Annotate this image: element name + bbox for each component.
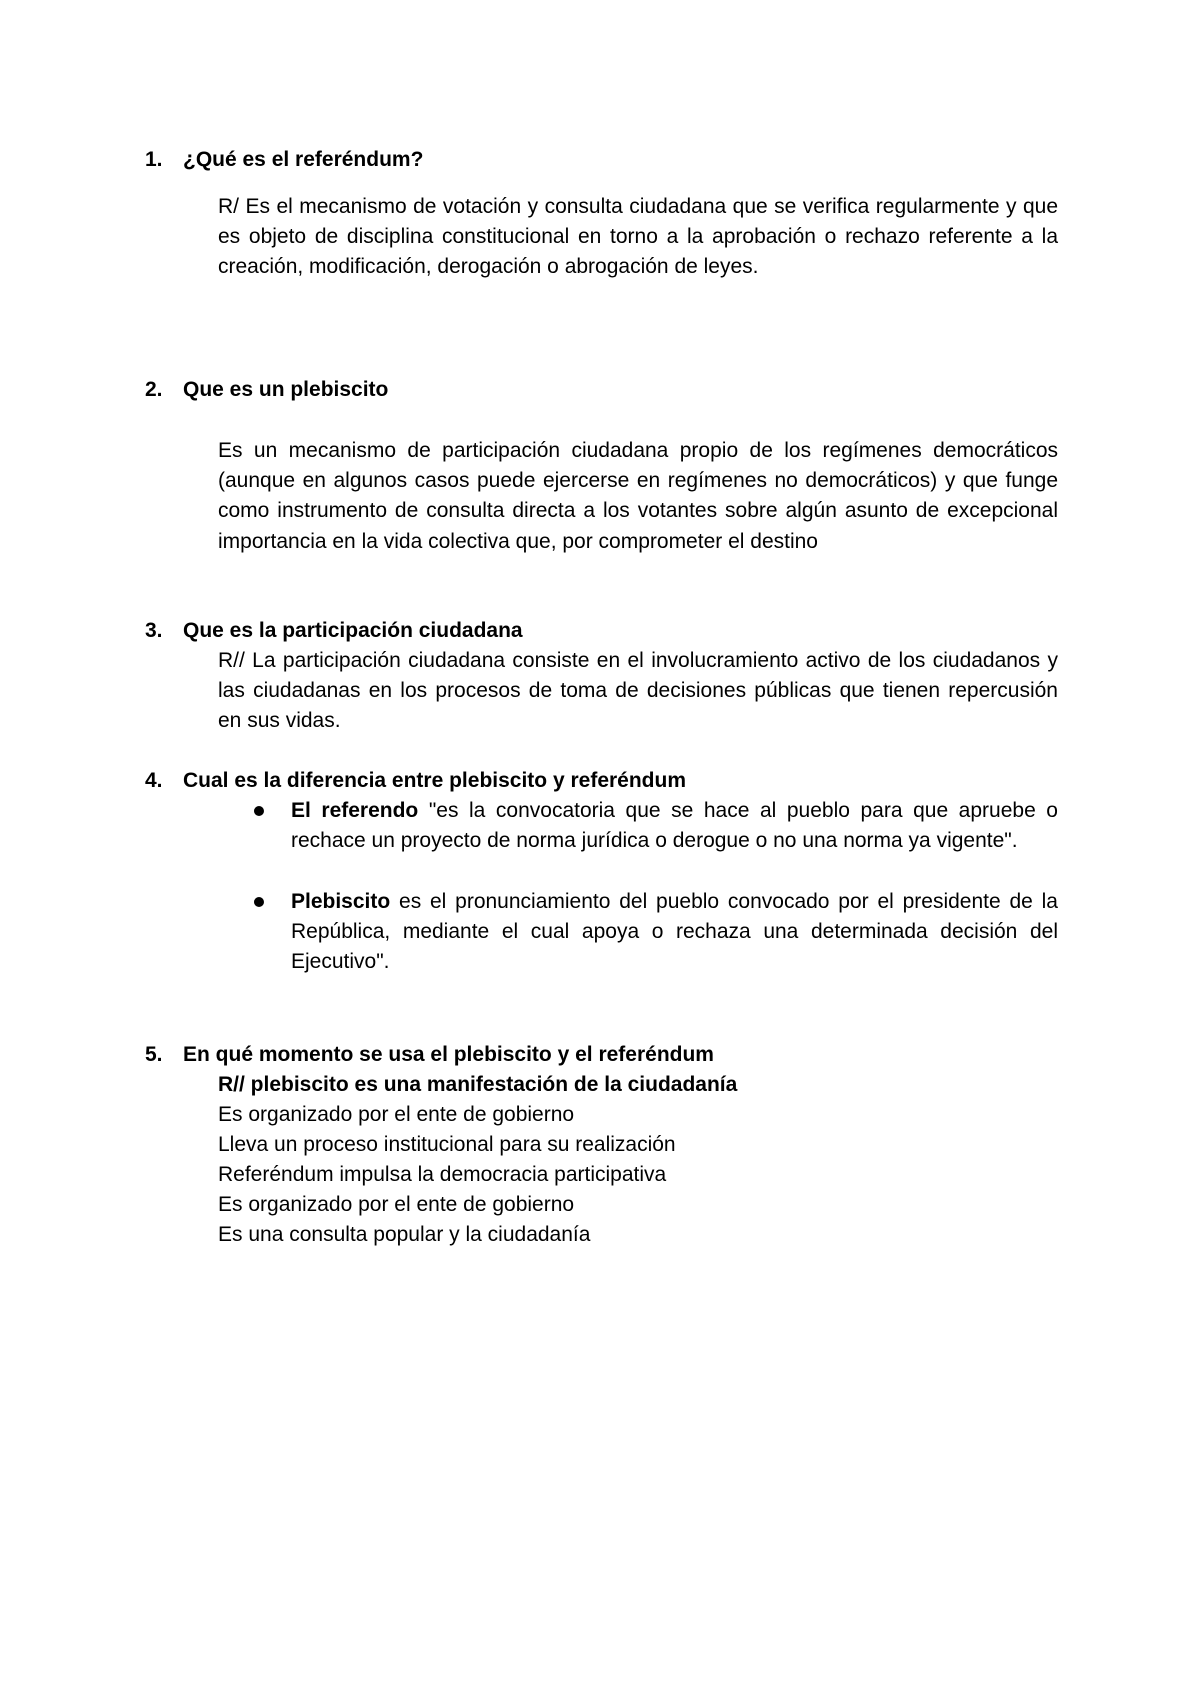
bullet-definition-plebiscito: es el pronunciamiento del pueblo convocado por el presidente de la República, mediante el cual apoya o rechaza una determinada decisión del Ejecutivo". — [291, 890, 1058, 974]
question-5-line-5: Es una consulta popular y la ciudadanía — [218, 1223, 591, 1246]
question-2-heading — [145, 375, 388, 405]
bullet-term-referendo: El referendo — [291, 799, 419, 822]
question-5-heading — [145, 1040, 714, 1070]
question-5-line-1: Es organizado por el ente de gobierno — [218, 1103, 575, 1126]
question-2-number: 2. — [145, 378, 163, 401]
question-3-number: 3. — [145, 619, 163, 642]
question-1-title: ¿Qué es el referéndum? — [183, 148, 424, 171]
question-3-answer: R// La participación ciudadana consiste en el involucramiento activo de los ciudadanos y las ciudadanas en los procesos de toma de decisiones públicas que tienen repercusión en sus vidas. — [218, 649, 1058, 733]
bullet-text-referendo — [291, 796, 1058, 856]
question-1-heading — [145, 145, 423, 175]
question-2-answer: Es un mecanismo de participación ciudadana propio de los regímenes democráticos (aunque en algunos casos puede ejercerse en regímenes no democráticos) y que funge como instrumento de consulta directa a los votantes sobre algún asunto de excepcional importancia en la vida colectiva que, por comprometer el destino — [218, 439, 1058, 553]
question-3-heading — [145, 616, 523, 646]
question-4-number: 4. — [145, 769, 163, 792]
question-4-title: Cual es la diferencia entre plebiscito y referéndum — [183, 769, 687, 792]
question-5-line-4: Es organizado por el ente de gobierno — [218, 1193, 575, 1216]
bullet-definition-referendo: "es la convocatoria que se hace al pueblo para que apruebe o rechace un proyecto de norma jurídica o derogue o no una norma ya vigente". — [291, 799, 1058, 853]
question-5-lead: R// plebiscito es una manifestación de la ciudadanía — [218, 1073, 738, 1096]
question-5-line-3: Referéndum impulsa la democracia participativa — [218, 1163, 667, 1186]
question-1-number: 1. — [145, 148, 163, 171]
bullet-term-plebiscito: Plebiscito — [291, 890, 391, 913]
bullet-text-plebiscito — [291, 887, 1058, 978]
question-4-heading — [145, 766, 686, 796]
question-2-title: Que es un plebiscito — [183, 378, 389, 401]
question-5-line-2: Lleva un proceso institucional para su realización — [218, 1133, 676, 1156]
bullet-dot — [254, 806, 264, 816]
question-5-number: 5. — [145, 1043, 163, 1066]
question-3-title: Que es la participación ciudadana — [183, 619, 523, 642]
bullet-dot — [254, 897, 264, 907]
question-1-answer: R/ Es el mecanismo de votación y consulta ciudadana que se verifica regularmente y que es objeto de disciplina constitucional en torno a la aprobación o rechazo referente a la creación, modificación, derogación o abrogación de leyes. — [218, 195, 1058, 279]
question-5-title: En qué momento se usa el plebiscito y el referéndum — [183, 1043, 714, 1066]
